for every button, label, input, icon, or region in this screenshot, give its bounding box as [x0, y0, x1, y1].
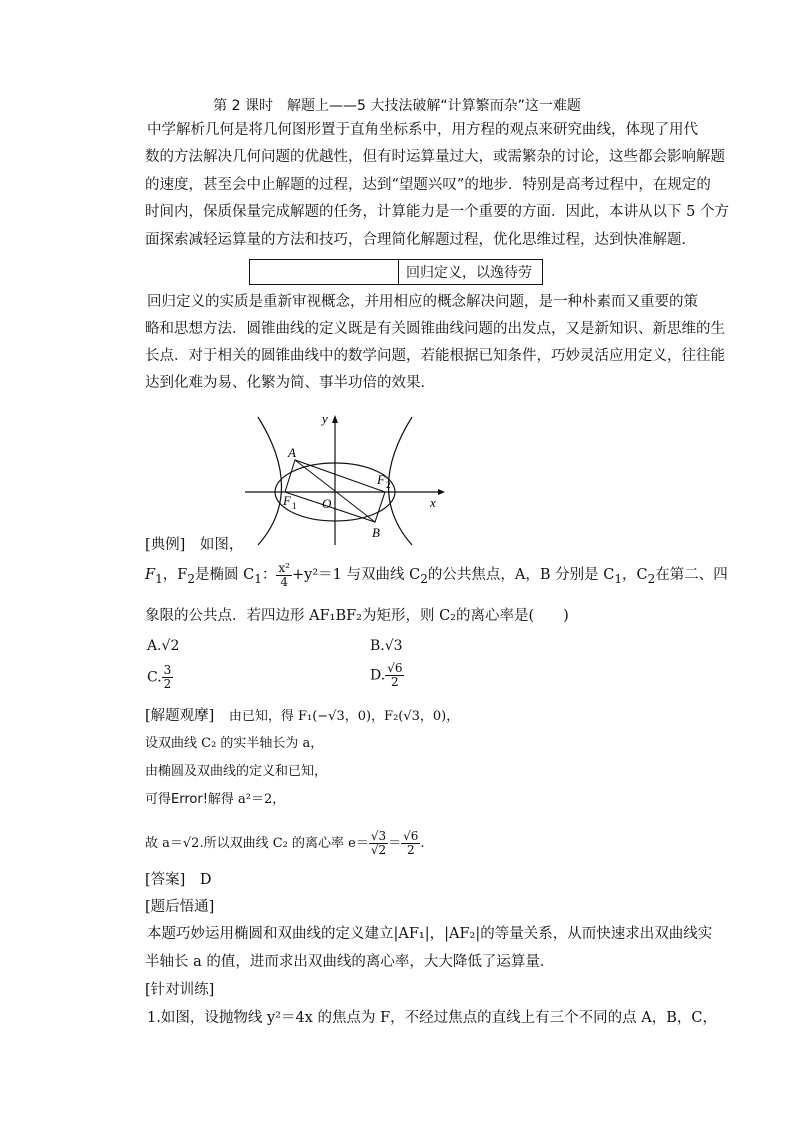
section-intro-line-3: 长点．对于相关的圆锥曲线中的数学问题，若能根据已知条件，巧妙灵活应用定义，往往能: [145, 348, 725, 364]
fraction-numerator: √3: [370, 829, 387, 843]
label-f2-sub: 2: [386, 480, 391, 490]
example-statement-line-2: 象限的公共点．若四边形 AF₁BF₂为矩形，则 C₂的离心率是( ): [145, 608, 569, 624]
label-f1-sub: 1: [292, 501, 297, 511]
label-f2: F: [377, 472, 385, 487]
solution-line-4: [145, 790, 285, 810]
eccentricity-fraction-1: [369, 830, 388, 857]
solution-line-5: [145, 828, 425, 860]
page-title: 第 2 课时 解题上——5 大技法破解“计算繁而杂”这一难题: [213, 98, 581, 114]
stmt-part: ：: [261, 567, 277, 583]
solution-text: 故 a＝√2.所以双曲线 C₂ 的离心率 e＝: [145, 836, 369, 851]
stmt-part: 是椭圆 C: [195, 567, 255, 583]
hyperbola-left-branch: [258, 417, 282, 545]
label-y: y: [322, 411, 328, 426]
solution-line-1: [145, 706, 459, 727]
reflection-line-2: 半轴长 a 的值，进而求出双曲线的离心率，大大降低了运算量．: [145, 954, 555, 970]
fraction-denominator: 2: [406, 843, 415, 857]
example-lead-line: [145, 535, 243, 555]
solution-line-2: 设双曲线 C₂ 的实半轴长为 a，: [145, 736, 324, 751]
example-statement-line-1: [145, 560, 728, 594]
label-x: x: [430, 495, 436, 510]
example-lead: 如图，: [199, 537, 244, 553]
training-line-1: 1.如图，设抛物线 y²＝4x 的焦点为 F，不经过焦点的直线上有三个不同的点 A，B，C，: [147, 1010, 717, 1026]
period: .: [420, 836, 425, 851]
eccentricity-fraction-2: [401, 830, 420, 857]
fraction-denominator: √2: [370, 843, 387, 857]
option-d-fraction: [385, 662, 404, 689]
solution-text: 可得: [145, 792, 172, 807]
fraction-numerator: 3: [163, 663, 172, 677]
intro-line-4: 时间内，保质保量完成解题的任务，计算能力是一个重要的方面．因此，本讲从以下 5 个方: [145, 204, 729, 220]
solution-line-3: 由椭圆及双曲线的定义和已知，: [145, 764, 328, 779]
stmt-part: ，F: [162, 567, 188, 583]
equals-sign: ＝: [388, 836, 402, 851]
fraction-numerator: √6: [387, 661, 403, 675]
fraction-numerator: x²: [278, 560, 290, 575]
reflection-label: [题后悟通]: [145, 899, 215, 915]
reflection-line-1: 本题巧妙运用椭圆和双曲线的定义建立|AF₁|，|AF₂|的等量关系，从而快速求出双曲线实: [147, 926, 713, 942]
option-d: [370, 662, 404, 689]
section-heading-blank-cell: [250, 260, 399, 284]
solution-label: [解题观摩]: [145, 708, 215, 724]
fraction-numerator: √6: [403, 829, 419, 843]
fraction-denominator: 4: [280, 574, 289, 589]
option-b: B.√3: [370, 638, 403, 654]
section-intro-line-1: 回归定义的实质是重新审视概念，并用相应的概念解决问题，是一种朴素而又重要的策: [147, 294, 698, 310]
stmt-part: 在第二、四: [655, 567, 728, 583]
error-placeholder: Error!: [171, 792, 208, 807]
x-axis-arrow: [438, 489, 445, 495]
fraction-denominator: 2: [391, 675, 399, 689]
stmt-part: +y²＝1 与双曲线 C: [291, 567, 421, 583]
y-axis-arrow: [332, 415, 338, 423]
section-heading-box: [249, 259, 543, 285]
training-label: [针对训练]: [145, 982, 215, 998]
section-intro-line-4: 达到化难为易、化繁为简、事半功倍的效果．: [145, 375, 435, 391]
stmt-sub: 2: [647, 571, 656, 586]
section-heading: 回归定义，以逸待劳: [406, 265, 532, 281]
stmt-sub: 1: [614, 571, 623, 586]
option-d-label: D.: [370, 667, 386, 684]
stmt-sub: 2: [187, 571, 195, 586]
intro-line-3: 的速度，甚至会中止解题的过程，达到“望题兴叹”的地步．特别是高考过程中，在规定的: [145, 177, 711, 193]
solution-text: 由已知，得 F₁(−√3，0)，F₂(√3，0)，: [228, 709, 460, 724]
stmt-f: F: [145, 567, 156, 583]
stmt-sub: 1: [155, 571, 163, 586]
stmt-sub: 1: [254, 571, 262, 586]
answer-label: [答案]: [145, 872, 186, 888]
option-a: A.√2: [147, 638, 180, 654]
section-intro-line-2: 略和思想方法．圆锥曲线的定义既是有关圆锥曲线问题的出发点，又是新知识、新思维的生: [145, 321, 725, 337]
option-c: [147, 664, 173, 691]
ellipse-hyperbola-figure: [240, 405, 450, 550]
answer-value: D: [199, 872, 212, 888]
intro-line-2: 数的方法解决几何问题的优越性，但有时运算量过大，或需繁杂的讨论，这些都会影响解题: [145, 149, 725, 165]
hyperbola-right-branch: [389, 417, 413, 545]
stmt-part: ，C: [622, 567, 648, 583]
solution-text: 解得 a²＝2，: [207, 792, 286, 807]
label-a: A: [288, 445, 296, 460]
label-b: B: [372, 525, 380, 540]
stmt-sub: 2: [420, 571, 428, 586]
option-c-fraction: [162, 664, 174, 691]
answer-line: [145, 870, 211, 890]
fraction-denominator: 2: [163, 677, 172, 691]
stmt-part: 的公共焦点，A，B 分别是 C: [427, 567, 615, 583]
intro-line-1: 中学解析几何是将几何图形置于直角坐标系中，用方程的观点来研究曲线，体现了用代: [147, 122, 698, 138]
ellipse-fraction: [276, 562, 292, 589]
label-o: O: [322, 496, 332, 511]
intro-line-5: 面探索减轻运算量的方法和技巧，合理简化解题过程，优化思维过程，达到快准解题．: [145, 232, 696, 248]
label-f1: F: [283, 493, 291, 508]
example-label: [典例]: [145, 537, 186, 553]
option-c-label: C.: [147, 669, 162, 686]
